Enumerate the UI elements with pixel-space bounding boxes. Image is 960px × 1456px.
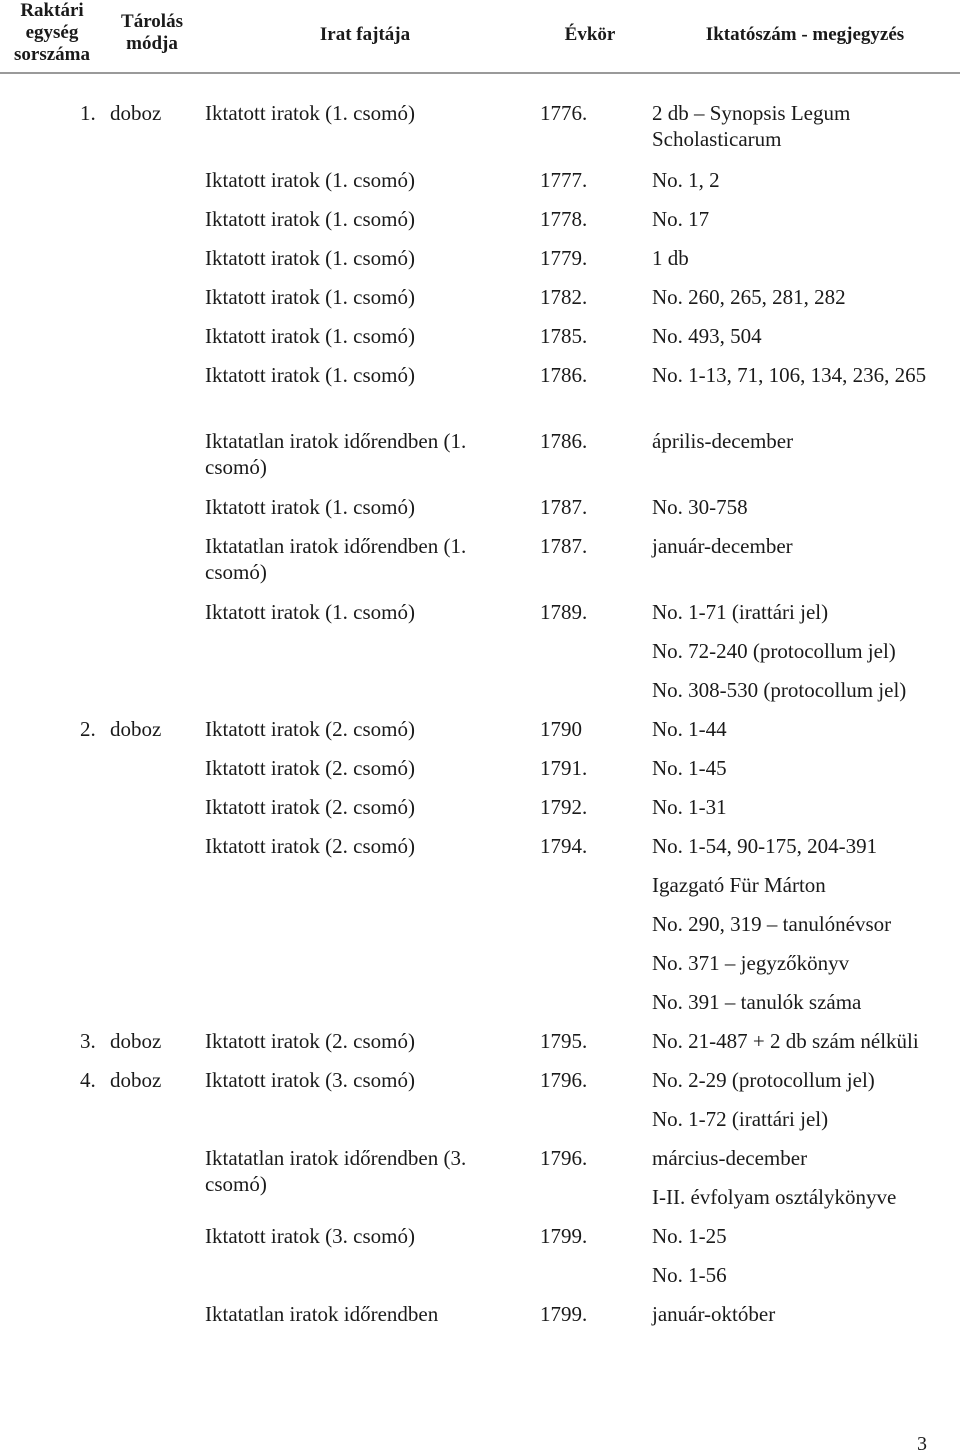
reference-note-cell: No. 493, 504 xyxy=(652,324,762,348)
document-type-cell: Iktatott iratok (3. csomó) xyxy=(205,1068,415,1092)
document-type-cell: Iktatott iratok (1. csomó) xyxy=(205,495,415,519)
reference-note-cell: No. 1-71 (irattári jel) xyxy=(652,600,829,624)
document-type-cell: Iktatott iratok (3. csomó) xyxy=(205,1224,415,1248)
storage-mode-cell: doboz xyxy=(110,717,162,741)
document-type-cell: Iktatott iratok (2. csomó) xyxy=(205,1029,415,1053)
document-type-cell: Iktatott iratok (1. csomó) xyxy=(205,600,415,624)
document-type-cell: Iktatott iratok (1. csomó) xyxy=(205,363,415,387)
reference-note-cell: március-december xyxy=(652,1146,808,1170)
document-type-cell: Iktatott iratok (2. csomó) xyxy=(205,834,415,858)
document-type-cell: Iktatott iratok (1. csomó) xyxy=(205,101,415,125)
header-reference-note: Iktatószám - megjegyzés xyxy=(705,24,905,45)
reference-note-cell: január-december xyxy=(652,534,793,558)
header-divider xyxy=(0,72,960,74)
document-type-cell: Iktatatlan iratok időrendben (1. csomó) xyxy=(205,429,467,479)
storage-mode-cell: doboz xyxy=(110,1068,162,1092)
table-header xyxy=(0,0,960,72)
header-unit-number xyxy=(4,0,100,66)
document-type-cell: Iktatatlan iratok időrendben xyxy=(205,1302,439,1326)
year-cell: 1786. xyxy=(540,429,588,453)
document-type-cell: Iktatatlan iratok időrendben (3. csomó) xyxy=(205,1146,467,1196)
year-cell: 1796. xyxy=(540,1068,588,1092)
reference-note-cell: I-II. évfolyam osztálykönyve xyxy=(652,1185,897,1209)
year-cell: 1777. xyxy=(540,168,588,192)
header-unit-number-line: sorszáma xyxy=(14,44,90,65)
reference-note-cell: No. 1-56 xyxy=(652,1263,727,1287)
reference-note-cell: 1 db xyxy=(652,246,689,270)
row-number-cell: 2. xyxy=(80,717,96,741)
row-number-cell: 4. xyxy=(80,1068,96,1092)
document-type-cell: Iktatott iratok (1. csomó) xyxy=(205,285,415,309)
reference-note-cell: No. 371 – jegyzőkönyv xyxy=(652,951,850,975)
year-cell: 1791. xyxy=(540,756,588,780)
year-cell: 1787. xyxy=(540,495,588,519)
header-unit-number-line: egység xyxy=(25,22,79,43)
document-type-cell: Iktatatlan iratok időrendben (1. csomó) xyxy=(205,534,467,584)
reference-note-cell: No. 290, 319 – tanulónévsor xyxy=(652,912,892,936)
year-cell: 1776. xyxy=(540,101,588,125)
header-unit-number-line: Raktári xyxy=(20,0,84,21)
year-cell: 1795. xyxy=(540,1029,588,1053)
header-year: Évkör xyxy=(564,24,616,45)
page-number: 3 xyxy=(917,1433,927,1455)
document-type-cell: Iktatott iratok (1. csomó) xyxy=(205,207,415,231)
reference-note-cell: No. 1-45 xyxy=(652,756,727,780)
reference-note-cell: No. 21-487 + 2 db szám nélküli xyxy=(652,1029,919,1053)
reference-note-cell: No. 2-29 (protocollum jel) xyxy=(652,1068,875,1092)
reference-note-cell: No. 308-530 (protocollum jel) xyxy=(652,678,907,702)
reference-note-cell: Igazgató Für Márton xyxy=(652,873,826,897)
document-type-cell: Iktatott iratok (2. csomó) xyxy=(205,717,415,741)
document-type-cell: Iktatott iratok (1. csomó) xyxy=(205,324,415,348)
year-cell: 1792. xyxy=(540,795,588,819)
reference-note-cell: No. 260, 265, 281, 282 xyxy=(652,285,846,309)
reference-note-cell: No. 1-44 xyxy=(652,717,727,741)
year-cell: 1779. xyxy=(540,246,588,270)
reference-note-cell: 2 db – Synopsis Legum Scholasticarum xyxy=(652,101,851,151)
reference-note-cell: No. 72-240 (protocollum jel) xyxy=(652,639,896,663)
document-type-cell: Iktatott iratok (2. csomó) xyxy=(205,756,415,780)
year-cell: 1799. xyxy=(540,1302,588,1326)
reference-note-cell: No. 1-25 xyxy=(652,1224,727,1248)
year-cell: 1785. xyxy=(540,324,588,348)
reference-note-cell: No. 1-72 (irattári jel) xyxy=(652,1107,829,1131)
reference-note-cell: No. 1-54, 90-175, 204-391 xyxy=(652,834,878,858)
header-storage-mode xyxy=(104,11,200,55)
header-document-type: Irat fajtája xyxy=(319,24,411,45)
header-storage-mode-line: Tárolás xyxy=(121,11,183,32)
year-cell: 1794. xyxy=(540,834,588,858)
storage-mode-cell: doboz xyxy=(110,1029,162,1053)
document-type-cell: Iktatott iratok (1. csomó) xyxy=(205,246,415,270)
storage-mode-cell: doboz xyxy=(110,101,162,125)
row-number-cell: 3. xyxy=(80,1029,96,1053)
reference-note-cell: április-december xyxy=(652,429,794,453)
reference-note-cell: No. 30-758 xyxy=(652,495,748,519)
reference-note-cell: No. 1-13, 71, 106, 134, 236, 265 xyxy=(652,363,927,387)
year-cell: 1799. xyxy=(540,1224,588,1248)
year-cell: 1778. xyxy=(540,207,588,231)
reference-note-cell: No. 391 – tanulók száma xyxy=(652,990,862,1014)
year-cell: 1796. xyxy=(540,1146,588,1170)
header-storage-mode-line: módja xyxy=(126,33,178,54)
year-cell: 1789. xyxy=(540,600,588,624)
reference-note-cell: január-október xyxy=(652,1302,776,1326)
reference-note-cell: No. 1, 2 xyxy=(652,168,720,192)
year-cell: 1787. xyxy=(540,534,588,558)
document-type-cell: Iktatott iratok (1. csomó) xyxy=(205,168,415,192)
year-cell: 1782. xyxy=(540,285,588,309)
reference-note-cell: No. 17 xyxy=(652,207,710,231)
row-number-cell: 1. xyxy=(80,101,96,125)
document-type-cell: Iktatott iratok (2. csomó) xyxy=(205,795,415,819)
year-cell: 1786. xyxy=(540,363,588,387)
reference-note-cell: No. 1-31 xyxy=(652,795,727,819)
year-cell: 1790 xyxy=(540,717,582,741)
